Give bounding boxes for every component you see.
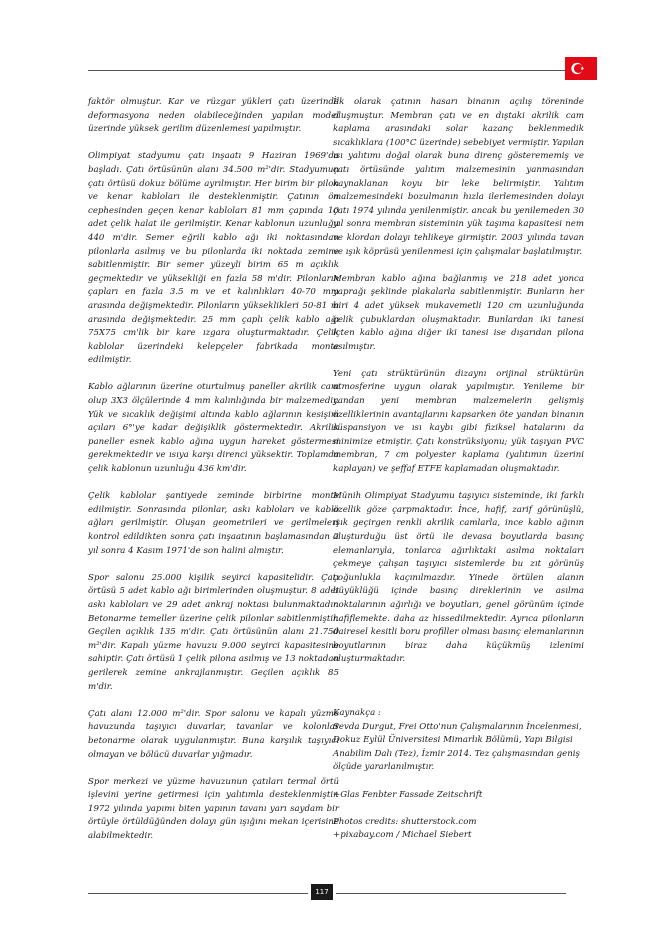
paragraph: İlk olarak çatının hasarı binanın açılış töreninde oluşmuştur. Membran çatı ve en dıştaki akrilik cam kaplama arasındaki solar kazanç beklenmedik sıcaklıklara (100°C üzerinde) sebebiyet vermiştir. Yapılan ısı yalıtımı doğal olarak buna direnç gösterememiş ve çatı örtüsünde yalıtım malzemesinin yanmasından kaynaklanan koyu bir leke belirmiştir. Yalıtım malzemesindeki bozulmanın hızla ilerlemesinden dolayı çatı 1974 yılında yenilenmiştir. ancak bu yenilemeden 30 yıl sonra membran sisteminin yük taşıma kapasitesi nem ve klordan dolayı tehlikeye girmiştir. 2003 yılında tavan ve ışık köprüsü yenilenmesi için çalışmalar başlatılmıştır. [333, 97, 584, 257]
left-column [88, 96, 339, 857]
paragraph: Yeni çatı strüktürünün dizaynı orijinal strüktürün atmosferine uygun olarak yapılmıştır. Yenileme bir yandan yeni membran malzemelerin gelişmiş özelliklerinin avantajlarını kapsarken öte yandan binanın süspansiyon ve ısı kaybı gibi fiziksel hatalarını da minimize etmiştir. Çatı konstrüksiyonu; yük taşıyan PVC membran, 7 cm polyester kaplama (yalıtımın üzerini kaplayan) ve şeffaf ETFE kaplamadan oluşmaktadır. [333, 368, 584, 475]
photo-credit: Photos credits: shutterstock.com [333, 816, 477, 827]
header-rule [88, 70, 566, 71]
paragraph: Spor merkezi ve yüzme havuzunun çatıları termal örtü işlevini yerine getirmesi için yalıtımla desteklenmiştir. 1972 yılında yapımı biten yapının tavanı yarı saydam bir örtüyle örtüldüğünden dolayı gün ışığını mekan içerisine alabilmektedir. [88, 776, 339, 842]
reference-entry: +Glas Fenbter Fassade Zeitschrift [333, 789, 483, 800]
paragraph: Münih Olimpiyat Stadyumu taşıyıcı sisteminde, iki farklı özellik göze çarpmaktadır. İnce, hafif, zarif görünüşlü, ışık geçirgen renkli akrilik camlarla, ince kablo ağının oluşturduğu üst örtü ile devasa boyutlarda basınç elemanlarıyla, tonlarca ağırlıktaki asılma noktaları çekmeye çalışan taşıyıcı sistemlerde bu zıt görünüş çoğunlukla kaçınılmazdır. Yinede örtülen alanın büyüklüğü içinde basınç direklerinin ve asılma noktalarının ağırlığı ve boyutları, genel görünüm içinde hafiflemekte. daha az hissedilmektedir. Ayrıca pilonların dairesel kesitli boru profiller olması basınç elemanlarının boyutlarının biraz daha küçükmüş izlenimi oluşturmaktadır. [333, 491, 584, 665]
paragraph: Spor salonu 25.000 kişilik seyirci kapasitelidir. Çatı örtüsü 5 adet kablo ağı birimlerinden oluşmuştur. 8 adet askı kabloları ve 29 adet ankraj noktası bulunmaktadır. Betonarme temeller üzerine çelik pilonlar sabitlenmiştir. Geçilen açıklık 135 m'dir. Çatı örtüsünün alanı 21.750 m²'dir. Kapalı yüzme havuzu 9.000 seyirci kapasitesine sahiptir. Çatı örtüsü 1 çelik pilona asılmış ve 13 noktadan gerilerek zemine ankrajlanmıştır. Geçilen açıklık 85 m'dir. [88, 572, 339, 692]
page-number: 117 [311, 884, 333, 900]
photo-credit: +pixabay.com / Michael Siebert [333, 830, 472, 841]
references-heading: Kaynakça : [333, 707, 381, 718]
footer-rule-left [88, 893, 308, 894]
paragraph: Membran kablo ağına bağlanmış ve 218 adet yonca yaprağı şeklinde plakalarla sabitlenmiştir. Bunların her biri 4 adet yüksek mukavemetli 120 cm uzunluğunda çelik çubuklardan oluşmaktadır. Bunlardan iki tanesi içten kablo ağına diğer iki tanesi ise dışarıdan pilona asılmıştır. [333, 273, 584, 352]
paragraph: Çatı alanı 12.000 m²'dir. Spor salonu ve kapalı yüzme havuzunda taşıyıcı duvarlar, tavanlar ve kolonlar betonarme olarak uygulanmıştır. Buna karşılık taşıyıcı olmayan ve bölücü duvarlar yığmadır. [88, 708, 339, 760]
reference-entry: Sevda Durgut, Frei Otto'nun Çalışmalarının İncelenmesi, Dokuz Eylül Üniversitesi Mimarlık Bölümü, Yapı Bilgisi Anabilim Dalı (Tez), İzmir 2014. Tez çalışmasından geniş ölçüde yararlanılmıştır. [333, 721, 582, 773]
paragraph: Çelik kablolar şantiyede zeminde birbirine monte edilmiştir. Sonrasında pilonlar, askı kabloları ve kablo ağları gerilmiştir. Oluşan geometrileri ve gerilmeleri kontrol edildikten sonra çatı inşaatının başlamasından 2 yıl sonra 4 Kasım 1971'de son halini almıştır. [88, 491, 339, 556]
turkey-flag-icon [565, 57, 597, 80]
paragraph: Kablo ağlarının üzerine oturtulmuş paneller akrilik cam olup 3X3 ölçülerinde 4 mm kalınlığında bir malzemedir. Yük ve sıcaklık değişimi altında kablo ağlarının kesişim açıları 6°'ye kadar değişiklik göstermektedir. Akrilik paneller esnek kablo ağına uygun hareket göstermesi gerekmektedir ve ısıya karşı direnci yüksektir. Toplamda çelik kablonun uzunluğu 436 km'dir. [88, 382, 339, 475]
paragraph: faktör olmuştur. Kar ve rüzgar yükleri çatı üzerinde deformasyona neden olabileceğinden yapılan model üzerinde yüksek gerilim düzenlemesi yapılmıştır. [88, 97, 339, 135]
paragraph: Olimpiyat stadyumu çatı inşaatı 9 Haziran 1969'da başladı. Çatı örtüsünün alanı 34.500 m²'dir. Stadyumun çatı örtüsü dokuz bölüme ayrılmıştır. Her birim bir pilon ve kenar kabloları ile desteklenmiştir. Çatının ön cephesinden geçen kenar kabloları 81 mm çapında 10 adet çelik halat ile gerilmiştir. Kenar kablonun uzunluğu 440 m'dir. Semer eğrili kablo ağı iki noktasından pilonlarla asılmış ve bu pilonlarda iki noktada zemine sabitlenmiştir. Bir semer yüzeyli birim 65 m açıklık geçmektedir ve yüksekliği en fazla 58 m'dir. Pilonların çapları en fazla 3.5 m ve et kalınlıkları 40-70 mm arasında değişmektedir. Pilonların yükseklikleri 50-81 m arasında değişmektedir. 25 mm çaplı çelik kablo ağı 75X75 cm'lik bir kare ızgara oluşturmaktadır. Çelik kablolar üzerindeki kelepçeler fabrikada monte edilmiştir. [88, 151, 339, 366]
right-column [333, 96, 584, 843]
footer-rule-right [336, 893, 566, 894]
